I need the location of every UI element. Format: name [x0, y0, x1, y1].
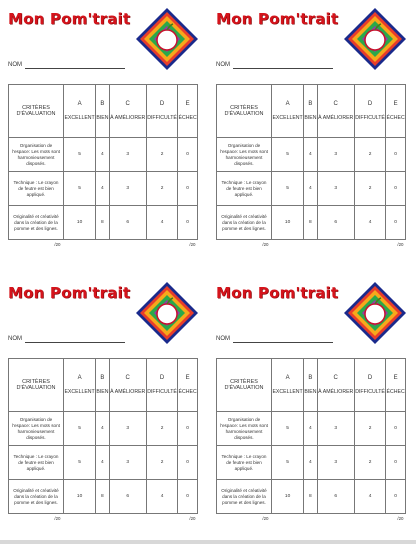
column-header-e: E ÉCHEC: [386, 359, 406, 412]
column-header-b: B BIEN: [304, 85, 317, 138]
card-title: Mon Pom'trait: [216, 284, 339, 302]
score-cell[interactable]: 2: [146, 172, 177, 206]
column-header-b: B BIEN: [304, 359, 317, 412]
score-cell[interactable]: 0: [178, 480, 198, 514]
criteria-header: CRITÈRES D'ÉVALUATION: [9, 359, 64, 412]
score-cell[interactable]: 5: [64, 172, 96, 206]
name-field[interactable]: [8, 334, 128, 346]
score-cell[interactable]: 2: [354, 138, 385, 172]
score-cell[interactable]: 3: [317, 446, 354, 480]
score-cell[interactable]: 0: [178, 172, 198, 206]
score-cell[interactable]: 5: [272, 446, 304, 480]
apple-rainbow-logo-icon: [342, 6, 408, 72]
score-cell[interactable]: 3: [109, 172, 146, 206]
criterion-cell: Technique : Le crayon de feutre est bien appliqué.: [217, 446, 272, 480]
score-cell[interactable]: 4: [304, 412, 317, 446]
rubric-card: [214, 4, 414, 266]
name-label: NOM: [8, 336, 22, 342]
criterion-cell: Organisation de l'espace: Les mots sont harmonieusement disposés.: [217, 412, 272, 446]
total-left: /20: [54, 515, 61, 521]
score-cell[interactable]: 2: [354, 172, 385, 206]
column-header-d: D DIFFICULTÉ: [146, 359, 177, 412]
total-right: /20: [189, 515, 196, 521]
total-right: /20: [397, 241, 404, 247]
name-field[interactable]: [216, 334, 336, 346]
rubric-table: [216, 84, 406, 248]
total-right: /20: [189, 241, 196, 247]
card-title: Mon Pom'trait: [8, 284, 131, 302]
column-header-a: A EXCELLENT: [272, 85, 304, 138]
score-cell[interactable]: 0: [386, 446, 406, 480]
rubric-card: [6, 4, 206, 266]
score-cell[interactable]: 3: [317, 138, 354, 172]
score-cell[interactable]: 4: [304, 172, 317, 206]
score-cell[interactable]: 5: [64, 446, 96, 480]
table-row: [217, 412, 406, 446]
score-cell[interactable]: 6: [317, 480, 354, 514]
total-left: /20: [262, 515, 269, 521]
total-left: /20: [54, 241, 61, 247]
table-row: [217, 172, 406, 206]
score-cell[interactable]: 0: [386, 138, 406, 172]
score-cell[interactable]: 4: [96, 412, 109, 446]
column-header-d: D DIFFICULTÉ: [354, 85, 385, 138]
score-cell[interactable]: 10: [272, 480, 304, 514]
criterion-cell: Originalité et créativité dans la création de la pomme et des lignes.: [217, 480, 272, 514]
score-cell[interactable]: 6: [317, 206, 354, 240]
apple-rainbow-logo-icon: [134, 280, 200, 346]
score-cell[interactable]: 0: [386, 172, 406, 206]
score-cell[interactable]: 0: [386, 480, 406, 514]
column-header-c: C À AMÉLIORER: [109, 359, 146, 412]
criterion-cell: Organisation de l'espace: Les mots sont harmonieusement disposés.: [217, 138, 272, 172]
table-row: [9, 446, 198, 480]
score-cell[interactable]: 4: [96, 446, 109, 480]
score-cell[interactable]: 5: [272, 172, 304, 206]
rubric-table: [8, 84, 198, 248]
name-line[interactable]: [25, 342, 125, 343]
score-cell[interactable]: 6: [109, 480, 146, 514]
table-row: [9, 138, 198, 172]
name-line[interactable]: [233, 68, 333, 69]
score-cell[interactable]: 10: [272, 206, 304, 240]
score-cell[interactable]: 3: [109, 446, 146, 480]
score-cell[interactable]: 0: [178, 412, 198, 446]
score-cell[interactable]: 3: [109, 412, 146, 446]
score-cell[interactable]: 5: [272, 138, 304, 172]
score-cell[interactable]: 4: [146, 480, 177, 514]
score-cell[interactable]: 5: [64, 138, 96, 172]
column-header-d: D DIFFICULTÉ: [354, 359, 385, 412]
name-label: NOM: [8, 62, 22, 68]
criteria-header: CRITÈRES D'ÉVALUATION: [9, 85, 64, 138]
column-header-c: C À AMÉLIORER: [317, 85, 354, 138]
rubric-table: [216, 358, 406, 522]
score-cell[interactable]: 4: [354, 480, 385, 514]
score-cell[interactable]: 4: [304, 138, 317, 172]
rubric-card: [214, 278, 414, 540]
apple-rainbow-logo-icon: [134, 6, 200, 72]
table-row: [217, 480, 406, 514]
column-header-a: A EXCELLENT: [64, 85, 96, 138]
card-title: Mon Pom'trait: [8, 10, 131, 28]
score-cell[interactable]: 4: [96, 172, 109, 206]
column-header-d: D DIFFICULTÉ: [146, 85, 177, 138]
score-cell[interactable]: 3: [317, 412, 354, 446]
score-cell[interactable]: 3: [317, 172, 354, 206]
column-header-c: C À AMÉLIORER: [317, 359, 354, 412]
criterion-cell: Technique : Le crayon de feutre est bien appliqué.: [9, 172, 64, 206]
criterion-cell: Technique : Le crayon de feutre est bien appliqué.: [217, 172, 272, 206]
name-field[interactable]: [8, 60, 128, 72]
table-row: [217, 446, 406, 480]
score-cell[interactable]: 6: [109, 206, 146, 240]
criteria-header: CRITÈRES D'ÉVALUATION: [217, 359, 272, 412]
score-cell[interactable]: 8: [96, 206, 109, 240]
score-cell[interactable]: 2: [354, 412, 385, 446]
score-cell[interactable]: 10: [64, 480, 96, 514]
criterion-cell: Originalité et créativité dans la création de la pomme et des lignes.: [9, 206, 64, 240]
column-header-a: A EXCELLENT: [64, 359, 96, 412]
score-cell[interactable]: 0: [178, 446, 198, 480]
total-row: [9, 514, 198, 523]
total-row: [9, 240, 198, 249]
table-row: [9, 412, 198, 446]
total-right: /20: [397, 515, 404, 521]
name-line[interactable]: [233, 342, 333, 343]
criteria-header: CRITÈRES D'ÉVALUATION: [217, 85, 272, 138]
column-header-e: E ÉCHEC: [386, 85, 406, 138]
score-cell[interactable]: 2: [146, 412, 177, 446]
criterion-cell: Originalité et créativité dans la création de la pomme et des lignes.: [217, 206, 272, 240]
score-cell[interactable]: 8: [304, 480, 317, 514]
rubric-table: [8, 358, 198, 522]
name-line[interactable]: [25, 68, 125, 69]
score-cell[interactable]: 5: [272, 412, 304, 446]
score-cell[interactable]: 8: [304, 206, 317, 240]
rubric-card: [6, 278, 206, 540]
name-label: NOM: [216, 336, 230, 342]
score-cell[interactable]: 4: [146, 206, 177, 240]
table-row: [9, 480, 198, 514]
column-header-c: C À AMÉLIORER: [109, 85, 146, 138]
name-label: NOM: [216, 62, 230, 68]
score-cell[interactable]: 0: [386, 412, 406, 446]
name-field[interactable]: [216, 60, 336, 72]
criterion-cell: Technique : Le crayon de feutre est bien appliqué.: [9, 446, 64, 480]
table-row: [217, 206, 406, 240]
criterion-cell: Originalité et créativité dans la création de la pomme et des lignes.: [9, 480, 64, 514]
column-header-a: A EXCELLENT: [272, 359, 304, 412]
card-title: Mon Pom'trait: [216, 10, 339, 28]
score-cell[interactable]: 4: [304, 446, 317, 480]
score-cell[interactable]: 2: [146, 138, 177, 172]
apple-rainbow-logo-icon: [342, 280, 408, 346]
criterion-cell: Organisation de l'espace: Les mots sont harmonieusement disposés.: [9, 138, 64, 172]
table-row: [9, 172, 198, 206]
criterion-cell: Organisation de l'espace: Les mots sont harmonieusement disposés.: [9, 412, 64, 446]
column-header-b: B BIEN: [96, 359, 109, 412]
total-row: [217, 240, 406, 249]
score-cell[interactable]: 0: [178, 206, 198, 240]
score-cell[interactable]: 0: [178, 138, 198, 172]
score-cell[interactable]: 3: [109, 138, 146, 172]
score-cell[interactable]: 2: [354, 446, 385, 480]
score-cell[interactable]: 5: [64, 412, 96, 446]
total-left: /20: [262, 241, 269, 247]
table-row: [9, 206, 198, 240]
score-cell[interactable]: 4: [96, 138, 109, 172]
score-cell[interactable]: 0: [386, 206, 406, 240]
column-header-e: E ÉCHEC: [178, 85, 198, 138]
total-row: [217, 514, 406, 523]
table-row: [217, 138, 406, 172]
score-cell[interactable]: 8: [96, 480, 109, 514]
column-header-e: E ÉCHEC: [178, 359, 198, 412]
page-bottom-rule: [0, 540, 416, 544]
score-cell[interactable]: 2: [146, 446, 177, 480]
score-cell[interactable]: 4: [354, 206, 385, 240]
column-header-b: B BIEN: [96, 85, 109, 138]
score-cell[interactable]: 10: [64, 206, 96, 240]
